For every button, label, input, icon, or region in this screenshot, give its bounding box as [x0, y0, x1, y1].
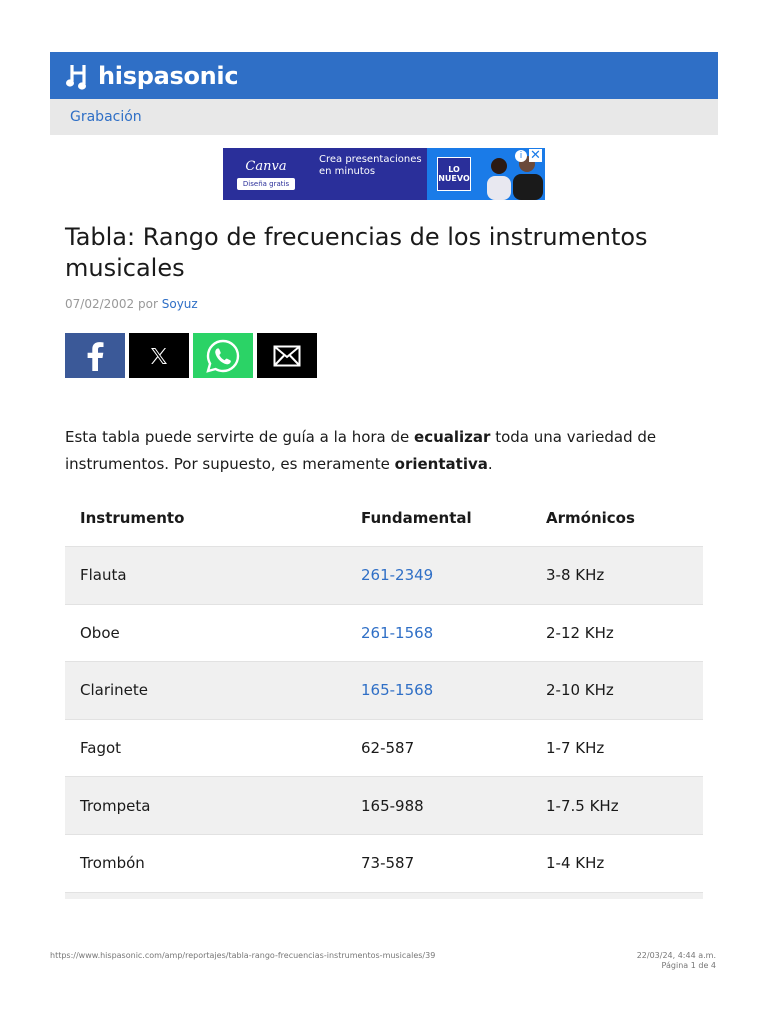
cell-fundamental-link[interactable]: 165-1568 — [361, 681, 434, 700]
ad-text: Crea presentaciones en minutos — [319, 154, 422, 177]
share-buttons — [65, 333, 317, 378]
ad-badge-line2: NUEVO — [438, 174, 470, 183]
breadcrumb — [50, 99, 718, 135]
intro-bold-orientativa: orientativa — [394, 455, 488, 473]
table-row — [65, 720, 703, 778]
table-row-partial — [65, 893, 703, 899]
header-harmonics: Armónicos — [546, 509, 635, 527]
cell-harmonics: 1-7 KHz — [546, 739, 605, 758]
x-icon — [149, 346, 169, 366]
cell-instrument: Oboe — [80, 623, 120, 642]
cell-instrument: Clarinete — [80, 681, 149, 700]
table-row — [65, 777, 703, 835]
ad-brand: Canva — [245, 158, 287, 174]
cell-instrument: Trombón — [80, 854, 145, 873]
table-row — [65, 547, 703, 605]
footer-info — [637, 951, 716, 971]
ad-badge — [437, 157, 471, 191]
article-by: por — [138, 297, 158, 311]
article-date: 07/02/2002 — [65, 297, 135, 311]
ad-cta-button[interactable]: Diseña gratis — [237, 178, 295, 190]
cell-instrument: Flauta — [80, 566, 127, 585]
cell-instrument: Fagot — [80, 739, 122, 758]
table-header-row — [65, 490, 703, 547]
footer-url: https://www.hispasonic.com/amp/reportajes/tabla-rango-frecuencias-instrumentos-musicales/39 — [50, 951, 436, 960]
cell-instrument: Trompeta — [80, 796, 151, 815]
envelope-icon — [273, 345, 301, 367]
frequency-table — [65, 490, 703, 899]
table-row — [65, 835, 703, 893]
whatsapp-icon — [205, 338, 241, 374]
ad-info-icon[interactable]: i — [515, 150, 527, 162]
cell-fundamental-link[interactable]: 261-2349 — [361, 566, 434, 585]
ad-image-area — [427, 148, 545, 200]
footer-datetime: 22/03/24, 4:44 a.m. — [636, 951, 716, 960]
intro-text-2: toda una variedad de instrumentos. Por supuesto, es meramente — [65, 428, 657, 473]
cell-fundamental: 73-587 — [361, 854, 415, 873]
intro-text-1: Esta tabla puede servirte de guía a la hora de — [65, 428, 415, 446]
footer-page-number: Página 1 de 4 — [661, 961, 716, 970]
share-x-button[interactable] — [129, 333, 189, 378]
cell-harmonics: 2-12 KHz — [546, 623, 614, 642]
header-fundamental: Fundamental — [361, 509, 472, 527]
site-logo[interactable]: hispasonic — [98, 61, 239, 90]
table-row — [65, 662, 703, 720]
intro-bold-ecualizar: ecualizar — [414, 428, 491, 446]
ad-brand-area — [223, 148, 309, 200]
cell-harmonics: 2-10 KHz — [546, 681, 614, 700]
article-meta — [65, 297, 198, 311]
cell-harmonics: 1-7.5 KHz — [546, 796, 619, 815]
cell-fundamental-link[interactable]: 261-1568 — [361, 623, 434, 642]
share-email-button[interactable] — [257, 333, 317, 378]
cell-fundamental: 165-988 — [361, 796, 424, 815]
cell-harmonics: 3-8 KHz — [546, 566, 605, 585]
music-note-logo-icon[interactable] — [66, 62, 90, 90]
ad-banner[interactable] — [223, 148, 545, 200]
facebook-icon — [85, 341, 105, 371]
intro-text-3: . — [487, 455, 493, 473]
article-author-link[interactable]: Soyuz — [161, 297, 198, 311]
ad-badge-line1: LO — [448, 165, 460, 174]
article-intro — [65, 424, 705, 478]
share-whatsapp-button[interactable] — [193, 333, 253, 378]
cell-fundamental: 62-587 — [361, 739, 415, 758]
table-row — [65, 605, 703, 663]
site-header — [50, 52, 718, 99]
ad-close-icon[interactable]: ✕ — [530, 148, 541, 163]
article-title: Tabla: Rango de frecuencias de los instrumentos musicales — [65, 223, 648, 282]
header-instrument: Instrumento — [80, 509, 185, 527]
share-facebook-button[interactable] — [65, 333, 125, 378]
cell-harmonics: 1-4 KHz — [546, 854, 605, 873]
breadcrumb-link-grabacion[interactable]: Grabación — [70, 109, 142, 125]
